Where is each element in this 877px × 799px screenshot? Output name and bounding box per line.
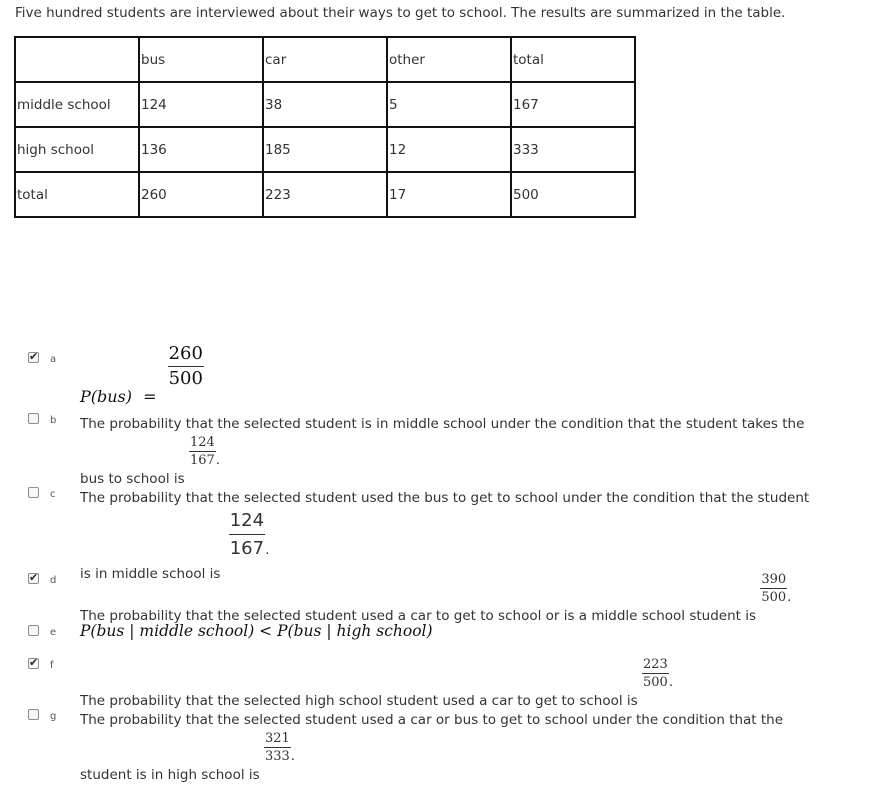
fraction-numerator: 124 <box>229 507 265 535</box>
option-a-checkbox[interactable] <box>28 352 39 363</box>
option-g-fraction <box>264 730 291 765</box>
table-cell: high school <box>15 127 139 172</box>
option-b-line2 <box>80 434 221 487</box>
option-f-checkbox[interactable] <box>28 658 39 669</box>
option-d-fraction <box>760 571 787 606</box>
table-cell: 136 <box>139 127 263 172</box>
fraction-denominator: 333 <box>264 749 290 764</box>
option-f-letter: f <box>50 660 54 671</box>
option-g-line2 <box>80 730 296 783</box>
option-g-period: . <box>290 748 296 764</box>
table-cell: other <box>387 37 511 82</box>
table-cell: 167 <box>511 82 635 127</box>
option-a-lhs: P(bus) <box>80 387 133 406</box>
option-a-content <box>80 343 204 406</box>
option-a-fraction <box>168 342 204 391</box>
option-f-period: . <box>668 674 674 690</box>
option-c-text: is in middle school is <box>80 566 221 582</box>
option-c-checkbox[interactable] <box>28 487 39 498</box>
table-cell: 185 <box>263 127 387 172</box>
table-cell: total <box>15 172 139 217</box>
table-cell <box>15 37 139 82</box>
option-c-fraction <box>229 507 265 562</box>
question-intro: Five hundred students are interviewed about their ways to get to school. The results are summarized in the table. <box>15 5 786 21</box>
table-cell: 17 <box>387 172 511 217</box>
option-b-text: bus to school is <box>80 471 185 487</box>
fraction-numerator: 390 <box>761 572 787 587</box>
table-cell: car <box>263 37 387 82</box>
option-d-text: The probability that the selected student used a car to get to school or is a middle school student is <box>80 608 757 624</box>
option-d-checkbox[interactable] <box>28 573 39 584</box>
option-d-letter: d <box>50 575 57 586</box>
option-f-fraction <box>642 656 669 691</box>
fraction-numerator: 223 <box>643 657 668 672</box>
option-g-line1: The probability that the selected student used a car or bus to get to school under the condition that the <box>80 712 784 728</box>
table-cell: 223 <box>263 172 387 217</box>
table-cell: 12 <box>387 127 511 172</box>
option-b-fraction <box>189 434 216 469</box>
option-b-checkbox[interactable] <box>28 413 39 424</box>
fraction-numerator: 260 <box>168 342 204 367</box>
table-cell: 333 <box>511 127 635 172</box>
option-c-line1: The probability that the selected student used the bus to get to school under the condition that the student <box>80 490 810 506</box>
table-header-row <box>15 37 635 82</box>
table-cell: 500 <box>511 172 635 217</box>
table-row <box>15 172 635 217</box>
data-table <box>14 36 636 218</box>
table-cell: bus <box>139 37 263 82</box>
option-e-checkbox[interactable] <box>28 625 39 636</box>
option-c-period: . <box>265 542 270 558</box>
option-b-period: . <box>215 452 221 468</box>
option-e-letter: e <box>50 627 57 638</box>
option-a-letter: a <box>50 354 57 365</box>
table-row <box>15 127 635 172</box>
table-cell: 124 <box>139 82 263 127</box>
table-cell: total <box>511 37 635 82</box>
option-g-checkbox[interactable] <box>28 709 39 720</box>
table-cell: 5 <box>387 82 511 127</box>
option-d-period: . <box>787 589 792 605</box>
fraction-numerator: 321 <box>264 731 290 746</box>
fraction-denominator: 167 <box>229 538 265 559</box>
option-b-line1: The probability that the selected student is in middle school under the condition that the student takes the <box>80 416 805 432</box>
option-a-equals: = <box>143 387 157 406</box>
option-g-letter: g <box>50 711 57 722</box>
option-f-content <box>80 656 674 709</box>
table-cell: 38 <box>263 82 387 127</box>
fraction-denominator: 167 <box>189 453 215 468</box>
option-g-text: student is in high school is <box>80 767 260 783</box>
option-d-content <box>80 571 792 624</box>
table-cell: 260 <box>139 172 263 217</box>
fraction-denominator: 500 <box>168 368 203 389</box>
option-b-letter: b <box>50 415 57 426</box>
option-c-line2 <box>80 507 270 582</box>
fraction-denominator: 500 <box>761 590 787 605</box>
option-f-text: The probability that the selected high school student used a car to get to school is <box>80 693 638 709</box>
table-cell: middle school <box>15 82 139 127</box>
option-e-math: P(bus | middle school) < P(bus | high school) <box>80 622 433 640</box>
fraction-denominator: 500 <box>643 675 668 690</box>
fraction-numerator: 124 <box>189 435 215 450</box>
table-row <box>15 82 635 127</box>
option-c-letter: c <box>50 489 56 500</box>
